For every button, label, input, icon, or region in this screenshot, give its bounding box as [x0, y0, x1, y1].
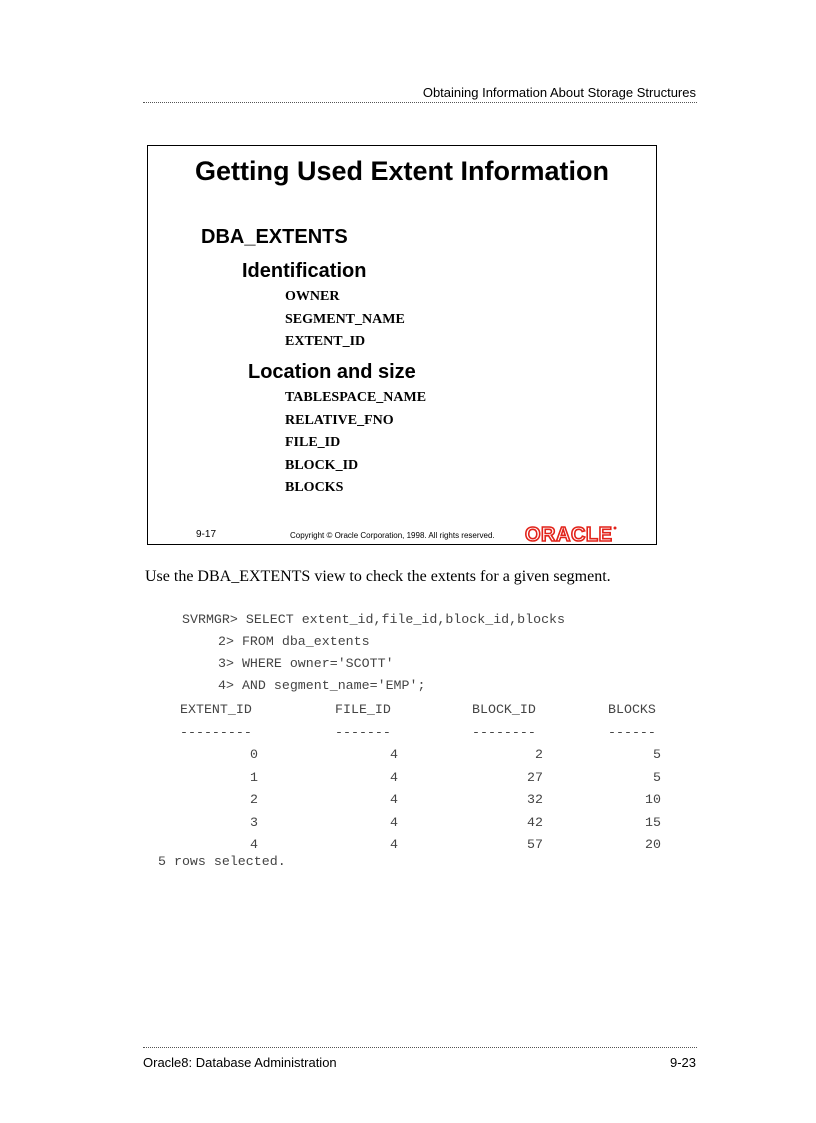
sql-query-block [0, 609, 566, 693]
column-name: SEGMENT_NAME [285, 311, 405, 327]
running-header-title: Obtaining Information About Storage Structures [422, 85, 696, 100]
oracle-logo-text: ORACLE [525, 524, 613, 545]
cell-extent-id: 2 [250, 792, 258, 807]
sql-line: SVRMGR> SELECT extent_id,file_id,block_id,blocks [182, 612, 566, 627]
cell-file-id: 4 [390, 769, 398, 785]
cell-block-id: 2 [535, 747, 543, 762]
cell-blocks: 20 [645, 837, 661, 852]
cell-blocks: 5 [653, 747, 661, 762]
cell-extent-id: 3 [250, 814, 258, 830]
header-extent-id: EXTENT_ID [180, 702, 252, 717]
group-heading-location-size: Location and size [248, 361, 416, 383]
cell-block-id: 27 [527, 769, 543, 785]
column-name: RELATIVE_FNO [285, 412, 394, 428]
sql-line: 3> WHERE owner='SCOTT' [218, 656, 394, 671]
slide-title: Getting Used Extent Information [194, 156, 610, 186]
sql-line: 4> AND segment_name='EMP'; [218, 678, 426, 693]
cell-file-id: 4 [390, 814, 398, 830]
header-block-id: BLOCK_ID [472, 702, 536, 717]
footer-book-title: Oracle8: Database Administration [143, 1055, 337, 1070]
cell-block-id: 32 [527, 792, 543, 807]
location-column-list [285, 387, 426, 500]
header-underline: -------- [472, 724, 536, 740]
column-name: OWNER [285, 289, 340, 304]
slide-frame [147, 145, 657, 545]
cell-extent-id: 4 [250, 837, 258, 852]
result-header-row [150, 699, 670, 722]
cell-blocks: 5 [653, 769, 661, 785]
footer-page-number: 9-23 [669, 1055, 696, 1070]
cell-block-id: 57 [527, 837, 543, 852]
identification-column-list [285, 286, 405, 354]
table-row [150, 767, 670, 790]
oracle-logo [524, 523, 619, 545]
table-row [150, 789, 670, 812]
slide-number: 9-17 [196, 529, 217, 540]
table-row [150, 812, 670, 835]
table-row [150, 744, 670, 767]
column-name: TABLESPACE_NAME [285, 390, 427, 405]
cell-file-id: 4 [390, 837, 398, 852]
header-underline: --------- [180, 724, 252, 740]
column-name: BLOCKS [285, 480, 344, 495]
rows-selected-note: 5 rows selected. [158, 854, 286, 869]
result-table [150, 699, 670, 857]
group-heading-identification: Identification [242, 260, 367, 282]
logo-mark-dot [614, 527, 617, 530]
cell-extent-id: 0 [250, 747, 258, 762]
cell-file-id: 4 [390, 747, 398, 762]
cell-extent-id: 1 [250, 769, 258, 785]
column-name: EXTENT_ID [285, 334, 366, 349]
intro-paragraph: Use the DBA_EXTENTS view to check the extents for a given segment. [145, 568, 611, 585]
header-blocks: BLOCKS [608, 702, 656, 717]
header-underline: ------ [608, 724, 656, 740]
column-name: BLOCK_ID [285, 457, 359, 473]
header-divider [143, 102, 697, 103]
column-name: FILE_ID [285, 435, 341, 450]
footer-divider [143, 1047, 697, 1048]
cell-blocks: 10 [645, 792, 661, 807]
result-underline-row [150, 722, 670, 745]
cell-block-id: 42 [527, 814, 543, 830]
cell-file-id: 4 [390, 792, 398, 807]
view-name: DBA_EXTENTS [201, 226, 348, 248]
header-underline: ------- [335, 724, 391, 740]
header-file-id: FILE_ID [335, 702, 391, 717]
copyright-notice: Copyright © Oracle Corporation, 1998. All rights reserved. [290, 531, 495, 540]
sql-line: 2> FROM dba_extents [218, 634, 370, 649]
cell-blocks: 15 [645, 814, 661, 830]
